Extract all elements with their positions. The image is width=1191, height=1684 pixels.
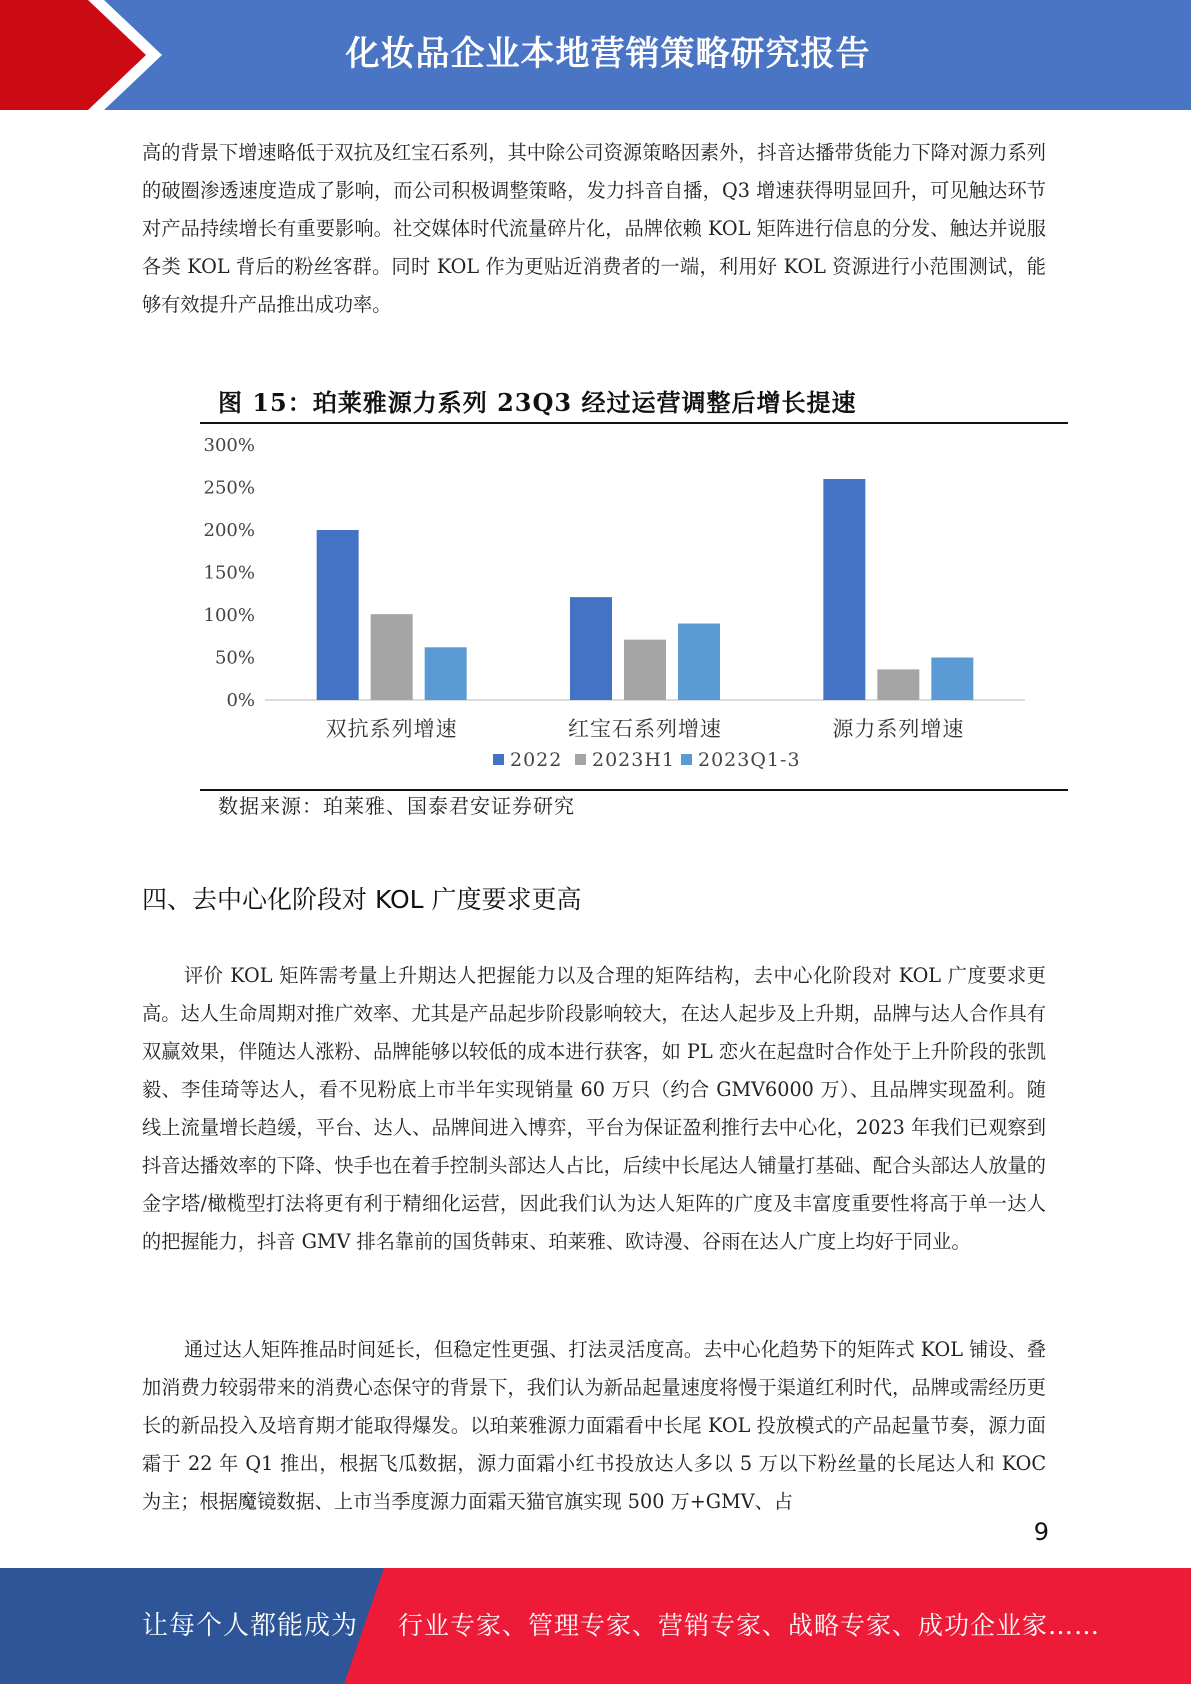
legend-label: 2023H1	[592, 749, 676, 771]
y-tick-label: 200%	[203, 520, 255, 541]
y-tick-label: 100%	[203, 605, 255, 626]
figure-top-rule	[200, 422, 1068, 424]
body-paragraph-2: 评价 KOL 矩阵需考量上升期达人把握能力以及合理的矩阵结构，去中心化阶段对 KOL 广度要求更高。达人生命周期对推广效率、尤其是产品起步阶段影响较大，在达人起步及上升期，品牌与达人合作具有双赢效果，伴随达人涨粉、品牌能够以较低的成本进行获客，如 PL 恋火在起盘时合作处于上升阶段的张凯毅、李佳琦等达人，看不见粉底上市半年实现销量 60 万只（约合 GMV6000 万）、且品牌实现盈利。随线上流量增长趋缓，平台、达人、品牌间进入博弈，平台为保证盈利推行去中心化，2023 年我们已观察到抖音达播效率的下降、快手也在着手控制头部达人占比，后续中长尾达人铺量打基础、配合头部达人放量的金字塔/橄榄型打法将更有利于精细化运营，因此我们认为达人矩阵的广度及丰富度重要性将高于单一达人的把握能力，抖音 GMV 排名靠前的国货韩束、珀莱雅、欧诗漫、谷雨在达人广度上均好于同业。	[142, 964, 1046, 1253]
bar-2023H1-0	[371, 614, 413, 700]
footer-slogan-right: 行业专家、管理专家、营销专家、战略专家、成功企业家……	[398, 1611, 1101, 1640]
figure-source: 数据来源：珀莱雅、国泰君安证券研究	[218, 794, 575, 818]
x-category-label: 红宝石系列增速	[568, 717, 722, 741]
bar-2023H1-1	[624, 640, 666, 700]
bar-2022-0	[317, 530, 359, 700]
page-footer	[0, 1568, 1191, 1684]
legend-swatch	[575, 754, 586, 765]
figure-title: 图 15：珀莱雅源力系列 23Q3 经过运营调整后增长提速	[218, 388, 857, 417]
section-heading: 四、去中心化阶段对 KOL 广度要求更高	[142, 885, 582, 914]
x-category-label: 双抗系列增速	[325, 717, 458, 741]
legend-label: 2022	[510, 749, 563, 771]
bar-2023Q1-3-0	[425, 647, 467, 700]
bar-chart	[200, 425, 1068, 790]
y-tick-label: 0%	[226, 690, 255, 711]
bar-2023H1-2	[877, 669, 919, 700]
bar-2023Q1-3-1	[678, 624, 720, 701]
x-category-label: 源力系列增速	[832, 717, 965, 741]
y-tick-label: 250%	[203, 477, 255, 499]
legend-label: 2023Q1-3	[698, 749, 801, 771]
page-header	[0, 0, 1191, 110]
page-number: 9	[1033, 1518, 1049, 1546]
body-paragraph-1: 高的背景下增速略低于双抗及红宝石系列，其中除公司资源策略因素外，抖音达播带货能力下降对源力系列的破圈渗透速度造成了影响，而公司积极调整策略，发力抖音自播，Q3 增速获得明显回升，可见触达环节对产品持续增长有重要影响。社交媒体时代流量碎片化，品牌依赖 KOL 矩阵进行信息的分发、触达并说服各类 KOL 背后的粉丝客群。同时 KOL 作为更贴近消费者的一端，利用好 KOL 资源进行小范围测试，能够有效提升产品推出成功率。	[142, 141, 1046, 316]
y-tick-label: 50%	[214, 647, 255, 669]
body-paragraph-3: 通过达人矩阵推品时间延长，但稳定性更强、打法灵活度高。去中心化趋势下的矩阵式 KOL 铺设、叠加消费力较弱带来的消费心态保守的背景下，我们认为新品起量速度将慢于渠道红利时代，品牌或需经历更长的新品投入及培育期才能取得爆发。以珀莱雅源力面霜看中长尾 KOL 投放模式的产品起量节奏，源力面霜于 22 年 Q1 推出，根据飞瓜数据，源力面霜小红书投放达人多以 5 万以下粉丝量的长尾达人和 KOC 为主；根据魔镜数据、上市当季度源力面霜天猫官旗实现 500 万+GMV、占	[142, 1338, 1046, 1513]
bar-2023Q1-3-2	[931, 658, 973, 701]
legend-swatch	[493, 754, 504, 765]
bar-2022-2	[823, 479, 865, 700]
y-tick-label: 300%	[203, 435, 255, 456]
y-tick-label: 150%	[203, 562, 255, 584]
bar-2022-1	[570, 597, 612, 700]
footer-slogan-left: 让每个人都能成为	[142, 1611, 359, 1641]
legend-swatch	[681, 754, 692, 765]
header-title: 化妆品企业本地营销策略研究报告	[345, 34, 871, 74]
